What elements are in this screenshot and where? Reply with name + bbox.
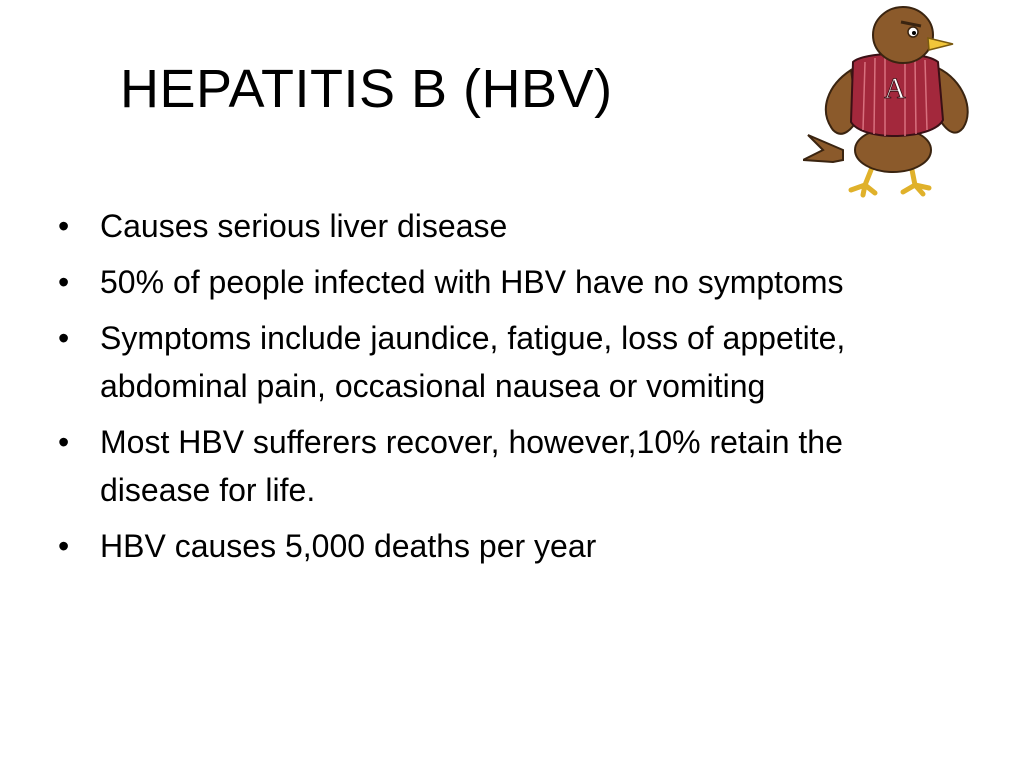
bullet-text: Symptoms include jaundice, fatigue, loss of appetite, abdominal pain, occasional nausea or vomiting <box>100 320 846 404</box>
mascot-left-leg <box>851 165 875 195</box>
bullet-text: HBV causes 5,000 deaths per year <box>100 528 597 564</box>
bird-mascot-icon <box>803 0 983 200</box>
bullet-dot: • <box>58 208 70 244</box>
bullet-dot: • <box>58 424 70 460</box>
bullet-item <box>58 258 958 306</box>
sweater-letter: A <box>884 72 906 105</box>
bullet-list <box>58 202 958 578</box>
bullet-item <box>58 522 958 570</box>
bullet-item <box>58 418 958 514</box>
slide-title: HEPATITIS B (HBV) <box>120 59 613 119</box>
bullet-text: Causes serious liver disease <box>100 208 508 244</box>
bullet-dot: • <box>58 528 70 564</box>
bullet-text: Most HBV sufferers recover, however,10% retain the disease for life. <box>100 424 843 508</box>
bullet-dot: • <box>58 264 70 300</box>
bullet-item <box>58 202 958 250</box>
bullet-dot: • <box>58 320 70 356</box>
bullet-text: 50% of people infected with HBV have no symptoms <box>100 264 844 300</box>
mascot-beak <box>928 38 953 50</box>
mascot-tail <box>803 135 843 162</box>
mascot-head <box>873 7 933 63</box>
bullet-item <box>58 314 958 410</box>
